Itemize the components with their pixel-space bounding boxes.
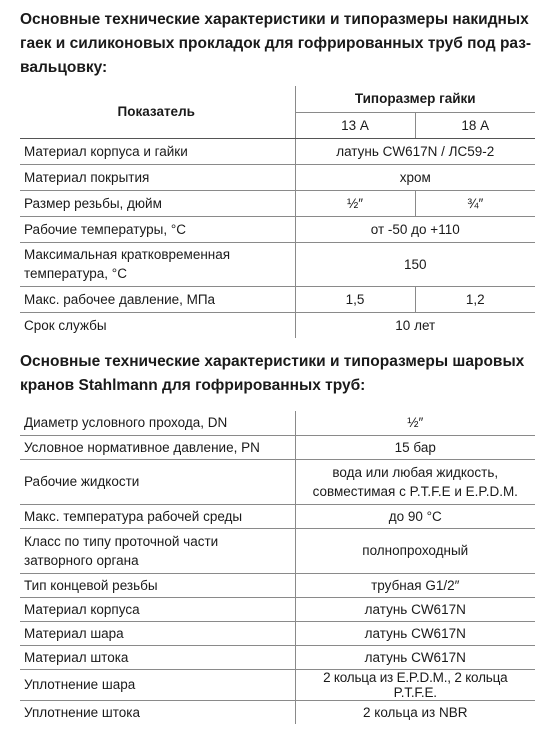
row-value-18a: 1,2	[415, 286, 535, 312]
row-value-13a: ½″	[295, 190, 415, 216]
section2-title-line: кранов Stahlmann для гофрированных труб:	[20, 377, 366, 394]
section2-title	[20, 350, 535, 398]
row-value: латунь CW617N	[295, 597, 535, 621]
row-value: 10 лет	[395, 317, 436, 333]
row-label: Диаметр условного прохода, DN	[20, 411, 295, 435]
table-row	[20, 411, 535, 435]
section1-title-line: Основные технические характеристики и типоразмеры накидных	[20, 11, 529, 28]
row-value: от -50 до +110	[295, 216, 535, 242]
row-value: 2 кольца из NBR	[363, 704, 468, 720]
row-value: ½″	[295, 411, 535, 435]
valve-spec-table	[20, 411, 535, 724]
row-label: Макс. температура рабочей среды	[20, 504, 295, 528]
table-row	[20, 286, 535, 312]
size-group-header: Типоразмер гайки	[354, 91, 476, 107]
row-label: Срок службы	[20, 312, 295, 338]
row-value: полнопроходный	[295, 528, 535, 573]
table-row	[20, 528, 535, 573]
row-value: латунь CW617N	[295, 645, 535, 669]
row-value: 15 бар	[295, 435, 535, 459]
row-label: Размер резьбы, дюйм	[20, 190, 295, 216]
row-label: Материал шара	[20, 621, 295, 645]
table-row	[20, 669, 535, 700]
size-header-18a: 18 А	[415, 112, 535, 138]
row-value: до 90 °С	[295, 504, 535, 528]
section1-title-line: гаек и силиконовых прокладок для гофрированных труб под раз-	[20, 35, 532, 52]
table-row	[20, 597, 535, 621]
row-label: Условное нормативное давление, PN	[20, 435, 295, 459]
row-label: Макс. рабочее давление, МПа	[20, 286, 295, 312]
table-row	[20, 216, 535, 242]
section2-title-line: Основные технические характеристики и типоразмеры шаровых	[20, 353, 525, 370]
row-label: Уплотнение шара	[20, 669, 295, 700]
table-row	[20, 190, 535, 216]
row-value-line: совместимая с P.T.F.E и E.P.D.M.	[312, 483, 518, 499]
row-label-line: температура, °С	[24, 266, 127, 281]
row-label	[20, 242, 295, 286]
table-row	[20, 312, 535, 338]
row-value: латунь CW617N / ЛС59-2	[295, 138, 535, 164]
table-row	[20, 645, 535, 669]
row-label-line: Максимальная кратковременная	[24, 247, 231, 262]
table-row	[20, 700, 535, 724]
row-label-line: Класс по типу проточной части	[24, 533, 219, 549]
row-label: Материал покрытия	[20, 164, 295, 190]
table-row	[20, 573, 535, 597]
row-label: Материал штока	[20, 645, 295, 669]
table-row	[20, 164, 535, 190]
table-row	[20, 435, 535, 459]
row-label: Рабочие жидкости	[20, 459, 295, 504]
row-value: 2 кольца из E.P.D.M., 2 кольца P.T.F.E.	[295, 669, 535, 700]
row-value-18a: ¾″	[415, 190, 535, 216]
param-header: Показатель	[20, 86, 295, 138]
row-value: 150	[295, 242, 535, 286]
row-label-line: затворного органа	[24, 552, 139, 568]
row-label: Уплотнение штока	[20, 700, 295, 724]
row-label: Материал корпуса и гайки	[20, 138, 295, 164]
row-value: хром	[295, 164, 535, 190]
section1-title-line: вальцовку:	[20, 59, 108, 76]
table-row	[20, 242, 535, 286]
row-label: Рабочие температуры, °С	[20, 216, 295, 242]
table-row	[20, 504, 535, 528]
row-value-13a: 1,5	[295, 286, 415, 312]
size-header-13a: 13 А	[295, 112, 415, 138]
row-value: латунь CW617N	[295, 621, 535, 645]
table-row	[20, 138, 535, 164]
section1-title	[20, 8, 535, 80]
table-header-row	[20, 86, 535, 112]
table-row	[20, 459, 535, 504]
row-label: Материал корпуса	[20, 597, 295, 621]
row-label	[20, 528, 295, 573]
row-value: трубная G1/2″	[295, 573, 535, 597]
row-label: Тип концевой резьбы	[20, 573, 295, 597]
row-value	[295, 459, 535, 504]
nut-spec-table	[20, 86, 535, 338]
row-value-line: вода или любая жидкость,	[332, 464, 499, 480]
table-row	[20, 621, 535, 645]
